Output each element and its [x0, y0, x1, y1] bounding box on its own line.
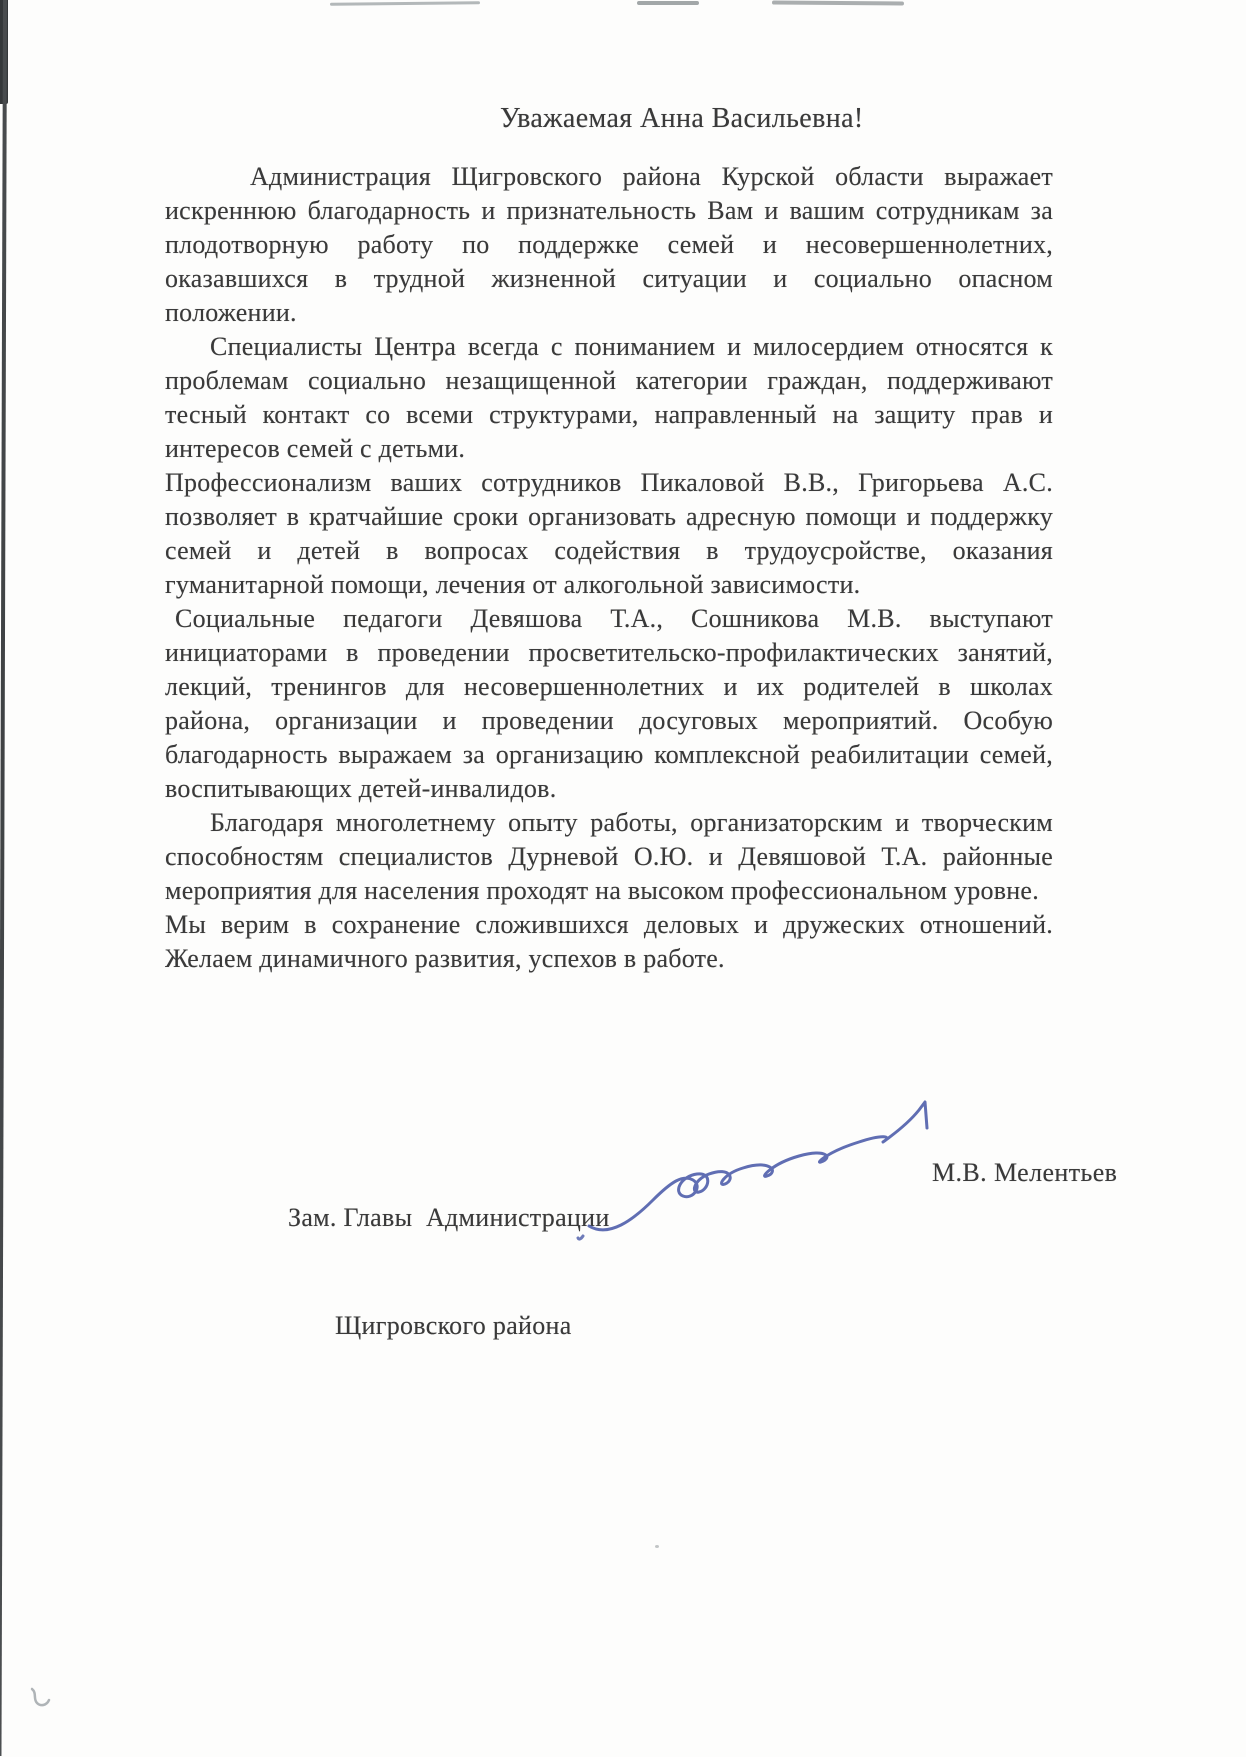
salutation: Уважаемая Анна Васильевна! [500, 103, 864, 134]
signer-name: М.В. Мелентьев [932, 1158, 1118, 1187]
letter-line: плодотворную работу по поддержке семей и несовершеннолетних, [165, 230, 1053, 259]
letter-line: Профессионализм ваших сотрудников Пикаловой В.В., Григорьева А.С. [165, 468, 1053, 497]
letter-line: Специалисты Центра всегда с пониманием и милосердием относятся к [210, 332, 1053, 361]
letter-line: Благодаря многолетнему опыту работы, организаторским и творческим [210, 808, 1053, 837]
letter-line: района, организации и проведении досуговых мероприятий. Особую [165, 706, 1053, 735]
letter-line: проблемам социально незащищенной категории граждан, поддерживают [165, 366, 1053, 395]
letter-line: интересов семей с детьми. [165, 434, 466, 463]
letter-line: благодарность выражаем за организацию комплексной реабилитации семей, [165, 740, 1053, 769]
letter-body [165, 160, 1053, 976]
signer-position-line1: Зам. Главы Администрации [288, 1203, 610, 1232]
letter-line: Мы верим в сохранение сложившихся деловых и дружеских отношений. [165, 910, 1053, 939]
scan-smudge [637, 1, 699, 5]
letter-line: положении. [165, 298, 297, 327]
letter-line: оказавшихся в трудной жизненной ситуации и социально опасном [165, 264, 1053, 293]
letter-line: Администрация Щигровского района Курской области выражает [250, 162, 1053, 191]
scan-smudge [772, 1, 904, 6]
paragraph [165, 160, 1053, 330]
scan-edge-line [0, 0, 6, 1756]
letter-line: мероприятия для населения проходят на высоком профессиональном уровне. [165, 876, 1039, 905]
letter-line: способностям специалистов Дурневой О.Ю. и Девяшовой Т.А. районные [165, 842, 1053, 871]
letter-line: Социальные педагоги Девяшова Т.А., Сошникова М.В. выступают [175, 604, 1053, 633]
paragraph [165, 602, 1053, 806]
letter-line: искреннюю благодарность и признательность Вам и вашим сотрудникам за [165, 196, 1053, 225]
letter-line: лекций, тренингов для несовершеннолетних и их родителей в школах [165, 672, 1053, 701]
paragraph [165, 330, 1053, 466]
paragraph [165, 806, 1053, 908]
scan-pen-mark [28, 1686, 56, 1714]
letter-line: инициаторами в проведении просветительско-профилактических занятий, [165, 638, 1053, 667]
letter-line: семей и детей в вопросах содействия в трудоусройстве, оказания [165, 536, 1053, 565]
scan-smudge [330, 1, 480, 6]
paragraph [165, 908, 1053, 976]
paragraph [165, 466, 1053, 602]
letter-line: тесный контакт со всеми структурами, направленный на защиту прав и [165, 400, 1053, 429]
letter-line: воспитывающих детей-инвалидов. [165, 774, 557, 803]
handwritten-signature [575, 1088, 945, 1248]
letter-line: Желаем динамичного развития, успехов в работе. [165, 944, 725, 973]
letter-line: гуманитарной помощи, лечения от алкогольной зависимости. [165, 570, 861, 599]
signer-position-line2: Щигровского района [335, 1311, 572, 1340]
scan-speck [655, 1545, 659, 1548]
letter-line: позволяет в кратчайшие сроки организовать адресную помощи и поддержку [165, 502, 1053, 531]
signer-position [288, 1128, 610, 1416]
